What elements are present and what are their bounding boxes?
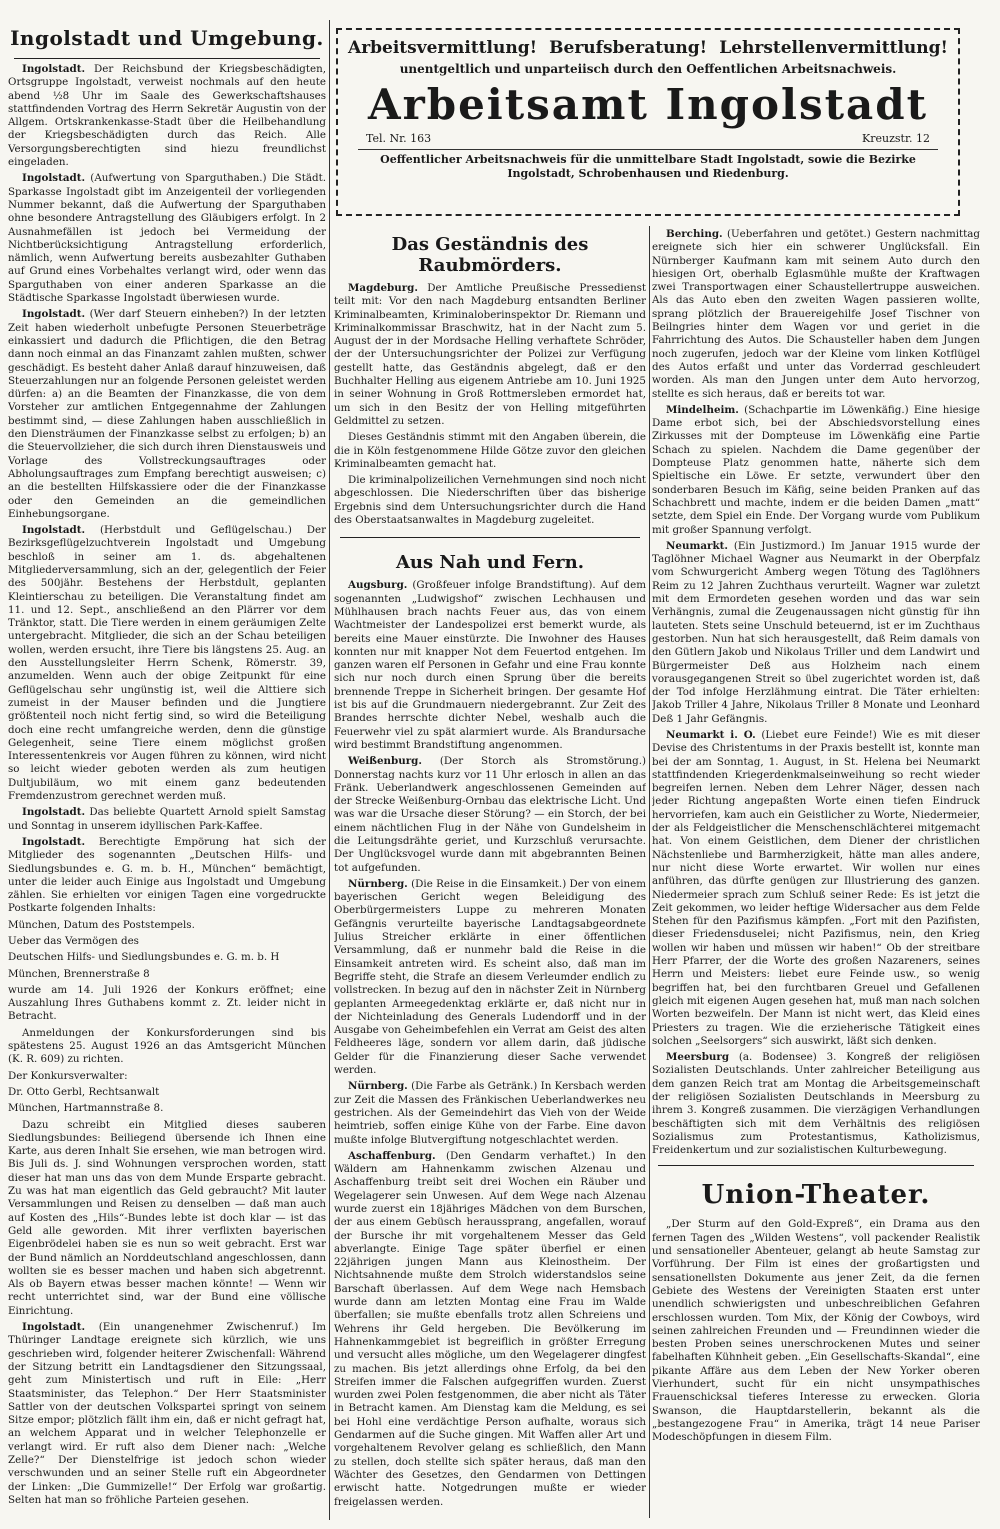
- confession-articles: [334, 282, 646, 527]
- article-body: Dieses Geständnis stimmt mit den Angaben überein, die die in Köln festgenommene Hilde Götze zuvor den gleichen Kriminalbeamten gemacht hat.: [334, 431, 646, 470]
- article-head: Ingolstadt.: [22, 524, 86, 537]
- article-body: Der Reichsbund der Kriegsbeschädigten, Ortsgruppe Ingolstadt, verweist nochmals auf den heute abend ½8 Uhr im Saale des Gewerkschaftshauses stattfindenden Vortrag des Herrn Sekretär Augustin von der Allgem. Ortskrankenkasse-Stadt über die Heilbehandlung der Kriegsbeschädigten durch das Reich. Alle Versorgungsberechtigten sind hiezu freundlichst eingeladen.: [8, 63, 326, 169]
- article-paragraph: [8, 836, 326, 916]
- letter-line: München, Datum des Poststempels.: [8, 918, 195, 931]
- signature-line: Der Konkursverwalter:: [8, 1069, 128, 1082]
- ad-contact: [366, 132, 930, 145]
- article-body: (Ueberfahren und getötet.) Gestern nachmittag ereignete sich hier ein schwerer Unglücksfall. Ein Nürnberger Kaufmann kam mit seinem Auto durch den hiesigen Ort, oberhalb Eglasmühle mußte der Kraftwagen zwei Transportwagen einer Schaustellertruppe ausweichen. Als das Auto eben den zweiten Wagen passieren wollte, sprang plötzlich der Brauereigehilfe Josef Tischner von Beilngries hinter dem Wagen vor und geriet in die Fahrrichtung des Autos. Die Schausteller haben dem Jungen noch zugerufen, jedoch war der Kleine vom linken Kotflügel des Autos erfaßt und unter das Vorderrad geschleudert worden. Als man den Jungen unter dem Auto hervorzog, stellte es sich heraus, daß er bereits tot war.: [652, 228, 980, 400]
- article-body: (Den Gendarm verhaftet.) In den Wäldern am Hahnenkamm zwischen Alzenau und Aschaffenburg treibt seit drei Wochen ein Räuber und Wegelagerer sein Unwesen. Auf dem Wege nach Alzenau wurde zuerst ein 18jähriges Mädchen von dem Burschen, der aus einem Gebüsch heraussprang, angefallen, worauf der Bursche ihr mit vorgehaltenem Messer das Geld abverlangte. Einige Tage später überfiel er einen 22jährigen jungen Mann aus Kleinostheim. Der Nichtsahnende mußte dem Strolch widerstandslos seine Barschaft überlassen. Auf dem Wege nach Hemsbach wurde dann am letzten Montag eine Frau im Walde überfallen; sie mußte ebenfalls trotz allen Schreiens und Wehrens ihr Geld hergeben. Die Bevölkerung im Hahnenkammgebiet ist begreiflich in größter Erregung und versucht alles mögliche, um den Wegelagerer dingfest zu machen. Bis jetzt allerdings ohne Erfolg, da bei den Streifen immer die Falschen aufgegriffen wurden. Zuerst wurden zwei Polen festgenommen, die aber nicht als Täter in Betracht kamen. Am Dienstag kam die Meldung, es sei bei Hohl eine verdächtige Person aufhalte, woraus sich Gendarmen auf die Suche gingen. Mit Waffen aller Art und vorgehaltenem Revolver gelang es schließlich, den Mann zu stellen, doch stellte sich später heraus, daß man den Wächter des Gesetzes, den Gendarmen von Dettingen erwischt hatte. Notgedrungen mußte er wieder freigelassen werden.: [334, 1149, 646, 1508]
- article-body: Der Amtliche Preußische Pressedienst teilt mit: Vor den nach Magdeburg entsandten Berliner Kriminalbeamten, Kriminaloberinspektor Dr. Riemann und Kriminalkommissar Braschwitz, hat in der Nacht zum 5. August der in der Mordsache Helling verhaftete Schröder, der der Untersuchungsrichter der Polizei zur Verfügung gestellt hatte, das Geständnis abgelegt, daß er den Buchhalter Helling aus eigenem Antriebe am 10. Juni 1925 in seiner Wohnung in Groß Rottmersleben ermordet hat, um sich in den Besitz der von Helling mitgeführten Geldmittel zu setzen.: [334, 282, 646, 427]
- article-head: Mindelheim.: [666, 403, 739, 416]
- employment-office-ad: [336, 28, 960, 216]
- article-text: Dazu schreibt ein Mitglied dieses sauberen Siedlungsbundes: Beiliegend übersende ich Ihnen eine Karte, aus deren Inhalt Sie ersehen, wie man betrogen wird. Bis Juli ds. J. sind Wohnungen versprochen worden, statt dieser hat man uns das von dem Munde Ersparte gebracht. Zu was hat man eigentlich das Geld gebraucht? Mit lauter Versammlungen und Reisen zu denselben — daß man auch auf Kosten des „Hils“-Bundes lebte ist doch klar — ist das Geld alle geworden. Mit ihrer verflixten bayerischen Eigenbrödelei haben sie es nun so weit gebracht. Erst war der Bund nämlich an Norddeutschland angeschlossen, dann wollten sie es besser machen und haben sich abgetrennt. Als ob Bayern etwas besser machen könnte! — Wenn wir recht unterrichtet sind, war der Bund eine völlische Einrichtung.: [8, 1118, 326, 1317]
- article-body: (Schachpartie im Löwenkäfig.) Eine hiesige Dame erbot sich, bei der Abschiedsvorstellung eines Zirkusses mit der Dompteuse im Löwenkäfig eine Partie Schach zu spielen. Nachdem die Dame gegenüber der Dompteuse Platz genommen hatte, näherte sich dem Spieltische ein Löwe. Er setzte, verwundert über den sonderbaren Besuch im Käfig, seine beiden Pranken auf das Schachbrett und machte, indem er die beiden Damen „matt“ setzte, dem Spiel ein Ende. Der Vorgang wurde vom Publikum mit großer Spannung verfolgt.: [652, 403, 980, 536]
- article-head: Ingolstadt.: [22, 806, 86, 819]
- right-column: [652, 228, 980, 1518]
- letter-line: Deutschen Hilfs- und Siedlungsbundes e. G. m. b. H: [8, 951, 280, 964]
- article-head: Weißenburg.: [348, 755, 422, 768]
- ad-address: Kreuzstr. 12: [862, 132, 930, 145]
- article-head: Neumarkt i. O.: [666, 728, 756, 741]
- ad-name: Arbeitsamt Ingolstadt: [367, 80, 929, 129]
- article-paragraph: [334, 282, 646, 428]
- article-body: (Die Farbe als Getränk.) In Kersbach werden zur Zeit die Massen des Fränkischen Ueberlandwerkes neu gestrichen. Als der Gemeindehirt das Vieh von der Weide heimtrieb, soffen einige Kühe von der Farbe. Eine davon mußte infolge Blutvergiftung notgeschlachtet werden.: [334, 1080, 646, 1146]
- letter-line: München, Brennerstraße 8: [8, 967, 150, 980]
- article-last: [8, 1321, 326, 1507]
- article-paragraph: [8, 806, 326, 833]
- article-paragraph: [652, 729, 980, 1048]
- union-theater-title: Union-Theater.: [701, 1180, 931, 1211]
- article-paragraph: [8, 308, 326, 521]
- ad-service: Arbeitsvermittlung!: [348, 38, 538, 58]
- article-body: (Ein Justizmord.) Im Januar 1915 wurde der Taglöhner Michael Wagner aus Neumarkt in der Oberpfalz vom Schwurgericht Amberg wegen Tötung des Taglöhners Reim zu 12 Jahren Zuchthaus verurteilt. Wagner war zuletzt mit dem Ermordeten gesehen worden und das war sein Verhängnis, zumal die Zeugenaussagen nicht günstig für ihn lauteten. Stets seine Unschuld beteuernd, ist er im Zuchthaus gestorben. Nun hat sich herausgestellt, daß Reim damals von den Gütlern Jakob und Nikolaus Triller und dem Landwirt und Bürgermeister Deß aus Holzheim nach einem vorausgegangenen Streit so übel zugerichtet worden ist, daß der Tod infolge Herzlähmung eintrat. Die Täter erhielten: Jakob Triller 4 Jahre, Nikolaus Triller 8 Monate und Leonhard Deß 1 Jahr Gefängnis.: [652, 539, 980, 725]
- ad-footer: Oeffentlicher Arbeitsnachweis für die unmittelbare Stadt Ingolstadt, sowie die Bezirke Ingolstadt, Schrobenhausen und Riedenburg.: [358, 149, 938, 181]
- article-body: (Der Storch als Stromstörung.) Donnerstag nachts kurz vor 11 Uhr erlosch in allen an das Fränk. Ueberlandwerk angeschlossenen Gemeinden auf der Strecke Weißenburg-Ornbau das elektrische Licht. Und was war die Ursache dieser Störung? — ein Storch, der bei einem nächtlichen Flug in der Nähe von Gundelsheim in die Leitungsdrähte geriet, und Kurzschluß verursachte. Der Unglücksvogel wurde dann mit abgebrannten Beinen tot aufgefunden.: [334, 755, 646, 874]
- article-paragraph: [652, 540, 980, 726]
- letter-line: Ueber das Vermögen des: [8, 935, 139, 947]
- article-head: Ingolstadt.: [22, 308, 86, 321]
- article-paragraph: [652, 1051, 980, 1157]
- article-body: (Aufwertung von Sparguthaben.) Die Städt. Sparkasse Ingolstadt gibt im Anzeigenteil der vorliegenden Nummer bekannt, daß die Aufwertung der Sparguthaben ohne besondere Antragstellung des Gläubigers erfolgt. In 2 Ausnahmefällen ist jedoch bei Vermeidung der Nichtberücksichtigung Antragstellung erforderlich, nämlich, wenn Aufwertung bereits ausbezahlter Guthaben auf Grund eines Vorbehaltes verlangt wird, oder wenn das Sparguthaben von einer anderen Sparkasse an die Städtische Sparkasse Ingolstadt überwiesen wurde.: [8, 172, 326, 305]
- article-body: Die kriminalpolizeilichen Vernehmungen sind noch nicht abgeschlossen. Die Niederschriften über das bisherige Ergebnis sind dem Untersuchungsrichter durch die Hand des Oberstaatsanwaltes in Magdeburg zugeleitet.: [334, 474, 646, 527]
- column-divider-right: [649, 226, 650, 1518]
- article-paragraph: [8, 172, 326, 305]
- article-head: Aschaffenburg.: [348, 1149, 436, 1162]
- article-body: (Ein unangenehmer Zwischenruf.) Im Thüringer Landtage ereignete sich kürzlich, wie uns geschrieben wird, folgender heiterer Zwischenfall: Während der Sitzung betritt ein Landtagsdiener den Sitzungssaal, geht zum Ministertisch und ruft in Eile: „Herr Staatsminister, das Telephon.“ Der Herr Staatsminister Sattler von der deutschen Volkspartei springt von seinem Sitze empor; plötzlich fällt ihm ein, daß er nicht gefragt hat, an welchem Apparat und in welcher Telephonzelle er verlangt wird. Er ruft also dem Diener nach: „Welche Zelle?“ Der Dienstelfrige ist jedoch schon wieder verschwunden und an seiner Stelle ruft ein Abgeordneter der Linken: „Die Gummizelle!“ Der Erfolg war großartig. Selten hat man so fröhliche Parteien gesehen.: [8, 1321, 326, 1506]
- article-paragraph: [334, 431, 646, 471]
- section-rule: [340, 537, 640, 538]
- near-far-articles: [334, 579, 646, 1508]
- article-head: Augsburg.: [348, 579, 408, 592]
- article-paragraph: [334, 878, 646, 1077]
- article-head: Nürnberg.: [348, 877, 408, 890]
- article-body: (Herbstdult und Geflügelschau.) Der Bezirksgeflügelzuchtverein Ingolstadt und Umgebung beschloß in seiner am 1. ds. abgehaltenen Mitgliederversammlung, sich an der, gelegentlich der Feier des 500jähr. Bestehens der Herbstdult, geplanten Kleintierschau zu beteiligen. Die Veranstaltung findet am 11. und 12. Sept., anschließend an den Plärrer vor dem Tränktor, statt. Die Tiere werden in einem geräumigen Zelte untergebracht. Mitglieder, die sich an der Schau beteiligen wollen, werden ersucht, ihre Tiere bis längstens 25. Aug. an den Ausstellungsleiter Herrn Schenk, Römerstr. 39, anzumelden. Wenn auch der obige Zeitpunkt für eine Geflügelschau sehr ungünstig ist, weil die Alttiere sich zumeist in der Mauser befinden und die Jungtiere größtenteil noch nicht fertig sind, so wird die Beteiligung doch eine recht umfangreiche werden, denn die günstige Gelegenheit, seine Tiere einem möglichst großen Interessentenkreis vor Augen führen zu können, wird nicht so leicht wieder geboten werden als zum heutigen Dultjubiläum, wo mit einem ganz bedeutenden Fremdenzustrom gerechnet werden muß.: [8, 524, 326, 803]
- ad-service: Lehrstellenvermittlung!: [719, 38, 948, 58]
- union-theater-text: „Der Sturm auf den Gold-Expreß“, ein Drama aus den fernen Tagen des „Wilden Westens“, voll packender Realistik und sensationeller Abenteuer, gelangt ab heute Samstag zur Vorführung. Der Film ist eines der großartigsten und sensationellsten Dokumente aus jener Zeit, da die fernen Gebiete des Westens der Vereinigten Staaten erst unter unendlich schwierigsten und unbeschreiblichen Gefahren erschlossen wurden. Tom Mix, der König der Cowboys, wird seinen zahlreichen Freunden und — Freundinnen wieder die besten Proben seines unerschrockenen Mutes und seiner fabelhaften Kühnheit geben. „Ein Gesellschafts-Skandal“, eine pikante Affäre aus dem Leben der New Yorker oberen Vierhundert, sucht für ein nicht unsympathisches Frauenschicksal tieferes Interesse zu erwecken. Gloria Swanson, die Hauptdarstellerin, bekannt als die „bestangezogene Frau“ in Amerika, trägt 14 neue Pariser Modeschöpfungen in diesem Film.: [652, 1218, 980, 1444]
- regional-articles: [652, 228, 980, 1157]
- article-paragraph: [334, 1080, 646, 1146]
- article-body: Berechtigte Empörung hat sich der Mitglieder des sogenannten „Deutschen Hilfs- und Siedlungsbundes e. G. m. b. H., München“ bemächtigt, unter die leider auch Einige aus Ingolstadt und Umgebung zählen. Sie erhielten vor einigen Tagen eine vorgedruckte Postkarte folgenden Inhalts:: [8, 835, 326, 915]
- ad-phone: Tel. Nr. 163: [366, 132, 432, 145]
- article-head: Ingolstadt.: [22, 835, 86, 848]
- article-paragraph: [8, 524, 326, 803]
- ad-services: [348, 38, 948, 58]
- article-paragraph: [334, 755, 646, 875]
- article-head: Berching.: [666, 228, 723, 240]
- section-title-local: Ingolstadt und Umgebung.: [10, 26, 324, 50]
- article-head: Ingolstadt.: [22, 172, 86, 185]
- column-divider-left: [329, 20, 330, 1520]
- article-body: (Wer darf Steuern einheben?) In der letzten Zeit haben wiederholt unbefugte Personen Steuerbeträge einkassiert und dadurch die Pflichtigen, die den Betrag dann noch einmal an das Finanzamt zahlen mußten, schwer geschädigt. Es besteht daher Anlaß darauf hinzuweisen, daß Steuerzahlungen nur an folgende Personen geleistet werden dürfen: a) an die Beamten der Finanzkasse, die von dem Vorsteher zur amtlichen Entgegennahme der Zahlungen bestimmt sind, — diese Zahlungen haben ausschließlich in den Diensträumen der Finanzkasse selbst zu erfolgen; b) an die Steuervollzieher, die sich durch ihren Dienstausweis und Vorlage des Vollstreckungsauftrages oder Abholungsauftrages zum Empfang berechtigt ausweisen; c) an die bestellten Hilfskassiere oder die der Finanzkasse oder den Gemeinden an die gemeindlichen Einhebungsorgane.: [8, 308, 326, 520]
- ad-service: Berufsberatung!: [549, 38, 708, 58]
- middle-column: [334, 228, 646, 1518]
- local-articles: [8, 63, 326, 916]
- section-rule: [14, 58, 320, 59]
- section-rule: [658, 1165, 974, 1166]
- article-body: (Die Reise in die Einsamkeit.) Der von einem bayerischen Gericht wegen Beleidigung des Oberbürgermeisters Luppe zu mehreren Monaten Gefängnis verurteilte bayerische Landtagsabgeordnete Julius Streicher erklärte in einer öffentlichen Versammlung, daß er nunmehr bald die Reise in die Einsamkeit antreten wird. Es scheint also, daß man im Begriffe steht, die Strafe an diesem Verleumder endlich zu vollstrecken. In bezug auf den in nächster Zeit in Nürnberg geplanten Armeegedenktag erklärte er, daß nicht nur in der Nichteinladung des Generals Ludendorff und in der Ausgabe von Geheimbefehlen ein Verrat am Geist des alten Feldheeres läge, sondern vor allem darin, daß jüdische Gelder für die Finanzierung dieser Sache verwendet werden.: [334, 877, 646, 1077]
- local-news-column: [8, 22, 326, 1522]
- signature-line: Dr. Otto Gerbl, Rechtsanwalt: [8, 1085, 160, 1098]
- article-body: (a. Bodensee) 3. Kongreß der religiösen Sozialisten Deutschlands. Unter zahlreicher Beteiligung aus dem ganzen Reich trat am Montag die Arbeitsgemeinschaft der religiösen Sozialisten Deutschlands in Meersburg zu ihrem 3. Kongreß zusammen. Die vierzägigen Verhandlungen beschäftigten sich mit dem Verhältnis des religiösen Sozialismus zum Protestantismus, Katholizismus, Freidenkertum und zur sozialistischen Kulturbewegung.: [652, 1051, 980, 1157]
- article-paragraph: [334, 474, 646, 527]
- article-head: Ingolstadt.: [22, 1321, 86, 1334]
- article-head: Nürnberg.: [348, 1080, 408, 1093]
- ad-subtitle: unentgeltlich und unparteiisch durch den Oeffentlichen Arbeitsnachweis.: [399, 62, 897, 76]
- article-head: Meersburg: [666, 1051, 730, 1064]
- article-body: Das beliebte Quartett Arnold spielt Samstag und Sonntag in unserem idyllischen Park-Kaffee.: [8, 806, 326, 832]
- letter-body: Anmeldungen der Konkursforderungen sind bis spätestens 25. August 1926 an das Amtsgericht München (K. R. 609) zu richten.: [8, 1026, 326, 1066]
- signature-line: München, Hartmannstraße 8.: [8, 1102, 164, 1115]
- article-head: Neumarkt.: [666, 539, 728, 552]
- article-paragraph: [652, 228, 980, 401]
- article-paragraph: [8, 63, 326, 169]
- article-paragraph: [334, 579, 646, 752]
- headline-near-far: Aus Nah und Fern.: [395, 552, 585, 574]
- letter-body: wurde am 14. Juli 1926 der Konkurs eröffnet; eine Auszahlung Ihres Guthabens kommt z. Zt. leider nicht in Betracht.: [8, 983, 326, 1023]
- article-head: Magdeburg.: [348, 282, 418, 294]
- article-paragraph: [334, 1150, 646, 1509]
- article-body: (Großfeuer infolge Brandstiftung). Auf dem sogenannten „Ludwigshof“ zwischen Lechhausen und Mühlhausen brach nachts Feuer aus, das von einem Wachtmeister der Landespolizei erst bemerkt wurde, als bereits eine Mauer einstürzte. Die Inwohner des Hauses konnten nur mit knapper Not dem Feuertod entgehen. Im ganzen waren elf Personen in Gefahr und eine Frau konnte sich nur noch durch einen Sprung über die bereits brennende Treppe in Sicherheit bringen. Der gesamte Hof ist bis auf die Grundmauern niedergebrannt. Zur Zeit des Brandes herrschte dichter Nebel, weshalb auch die Feuerwehr viel zu spät alarmiert wurde. Als Brandursache wird bestimmt Brandstiftung angenommen.: [334, 579, 646, 751]
- article-paragraph: [652, 404, 980, 537]
- headline-confession: Das Geständnis des Raubmörders.: [391, 234, 589, 276]
- article-head: Ingolstadt.: [22, 63, 86, 75]
- article-body: (Liebet eure Feinde!) Wie es mit dieser Devise des Christentums in der Praxis bestellt ist, konnte man bei der am Sonntag, 1. August, in St. Helena bei Neumarkt stattfindenden Kriegerdenkmalseinweihung so recht wieder begreifen lernen. Neben dem Lehrer Näger, dessen nach jeder Richtung angepaßten Worte einen tiefen Eindruck hervorriefen, kam auch ein Geistlicher zu Worte, Niedermeier, der als Feldgeistlicher die Menschenschlächterei mitgemacht hat. Von einem Geistlichen, dem Diener der christlichen Nächstenliebe und Barmherzigkeit, hätte man alles andere, nur nicht diese Worte erwartet. Wir wollen nur eines anführen, das dürfte genügen zur Illustrierung des ganzen. Niedermeier sprach zum Schluß seiner Rede: Es ist jetzt die Zeit gekommen, wo leider heftige Widersacher aus dem Felde Stehen für den Pazifismus kämpfen. „Fort mit den Pazifisten, dieser Friedensduselei; nicht Pazifismus, nein, den Krieg wollen wir haben und müssen wir haben!“ Ob der streitbare Herr Pfarrer, der die Worte des großen Nazareners, seines Herrn und Meisters: liebet eure Feinde usw., so wenig begriffen hat, bei den furchtbaren Greuel und Gefallenen gleich mit eigenen Augen gesehen hat, muß man nach solchen Worten bezweifeln. Der Mann ist nicht wert, das Kleid eines Priesters zu tragen. Wie die erzieherische Tätigkeit eines solchen „Seelsorgers“ sich auswirkt, läßt sich denken.: [652, 728, 980, 1047]
